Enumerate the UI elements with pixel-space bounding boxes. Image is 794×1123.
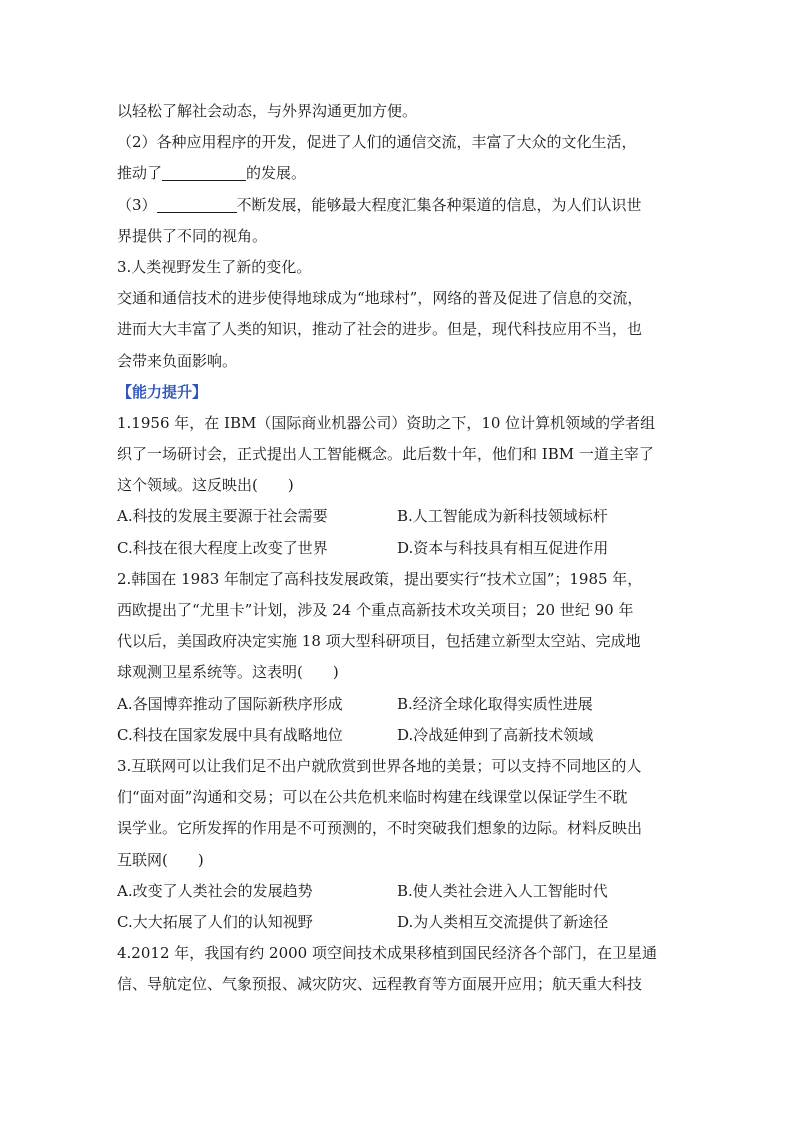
text-line-3-post: 的发展。 [246,164,307,183]
q1-line-2: 织了一场研讨会，正式提出人工智能概念。此后数十年，他们和 IBM 一道主宰了 [117,445,654,464]
q3-line-2: 们“面对面”沟通和交易；可以在公共危机来临时构建在线课堂以保证学生不耽 [117,788,628,807]
fill-blank-2 [157,194,237,213]
q3-line-4: 互联网( ) [117,850,204,869]
q1-options-row-2 [117,533,685,564]
q1-option-a: A.科技的发展主要源于社会需要 [117,507,328,526]
q2-line-1: 2.韩国在 1983 年制定了高科技发展政策，提出要实行“技术立国”；1985 年， [117,569,643,588]
text-line-9: 会带来负面影响。 [117,351,238,370]
q3-line-3: 误学业。它所发挥的作用是不可预测的，不时突破我们想象的边际。材料反映出 [117,819,643,838]
q2-option-a: A.各国博弈推动了国际新秩序形成 [117,694,343,713]
text-line-4-post: 不断发展，能够最大程度汇集各种渠道的信息，为人们认识世 [236,195,642,214]
q3-option-b: B.使人类社会进入人工智能时代 [397,881,608,900]
q2-options-row-2 [117,720,685,751]
q1-line-1: 1.1956 年，在 IBM（国际商业机器公司）资助之下，10 位计算机领域的学者组 [117,413,656,432]
text-line-7: 交通和通信技术的进步使得地球成为“地球村”，网络的普及促进了信息的交流， [117,289,643,308]
q1-option-c: C.科技在很大程度上改变了世界 [117,538,328,557]
q3-options-row-2 [117,907,685,938]
q1-option-d: D.资本与科技具有相互促进作用 [397,538,609,557]
section-heading: 【能力提升】 [117,382,208,401]
q3-option-c: C.大大拓展了人们的认知视野 [117,912,313,931]
q1-options-row-1 [117,501,685,532]
document-page [117,96,685,1000]
q3-options-row-1 [117,876,685,907]
q2-line-4: 球观测卫星系统等。这表明( ) [117,663,339,682]
q1-option-b: B.人工智能成为新科技领域标杆 [397,507,608,526]
q2-option-d: D.冷战延伸到了高新技术领域 [397,725,594,744]
q2-option-c: C.科技在国家发展中具有战略地位 [117,725,343,744]
q1-line-3: 这个领域。这反映出( ) [117,476,294,495]
q3-option-d: D.为人类相互交流提供了新途径 [397,912,609,931]
text-line-1: 以轻松了解社会动态，与外界沟通更加方便。 [117,102,418,120]
text-line-6: 3.人类视野发生了新的变化。 [117,257,312,276]
text-line-2: （2）各种应用程序的开发，促进了人们的通信交流，丰富了大众的文化生活， [117,133,637,152]
text-line-4 [117,190,685,221]
q3-line-1: 3.互联网可以让我们足不出户就欣赏到世界各地的美景；可以支持不同地区的人 [117,756,642,775]
q2-options-row-1 [117,689,685,720]
text-line-3 [117,158,685,189]
q4-line-2: 信、导航定位、气象预报、减灾防灾、远程教育等方面展开应用；航天重大科技 [117,975,643,994]
q4-line-1: 4.2012 年，我国有约 2000 项空间技术成果移植到国民经济各个部门，在卫星通 [117,944,657,963]
text-line-4-pre: （3） [117,195,157,214]
text-line-8: 进而大大丰富了人类的知识，推动了社会的进步。但是，现代科技应用不当，也 [117,320,643,339]
q3-option-a: A.改变了人类社会的发展趋势 [117,881,313,900]
fill-blank-1 [162,162,246,181]
text-line-5: 界提供了不同的视角。 [117,226,268,245]
text-line-3-pre: 推动了 [117,164,163,183]
q2-line-3: 代以后，美国政府决定实施 18 项大型科研项目，包括建立新型太空站、完成地 [117,632,641,651]
q2-option-b: B.经济全球化取得实质性进展 [397,694,593,713]
q2-line-2: 西欧提出了“尤里卡”计划，涉及 24 个重点高新技术攻关项目；20 世纪 90 年 [117,601,634,619]
